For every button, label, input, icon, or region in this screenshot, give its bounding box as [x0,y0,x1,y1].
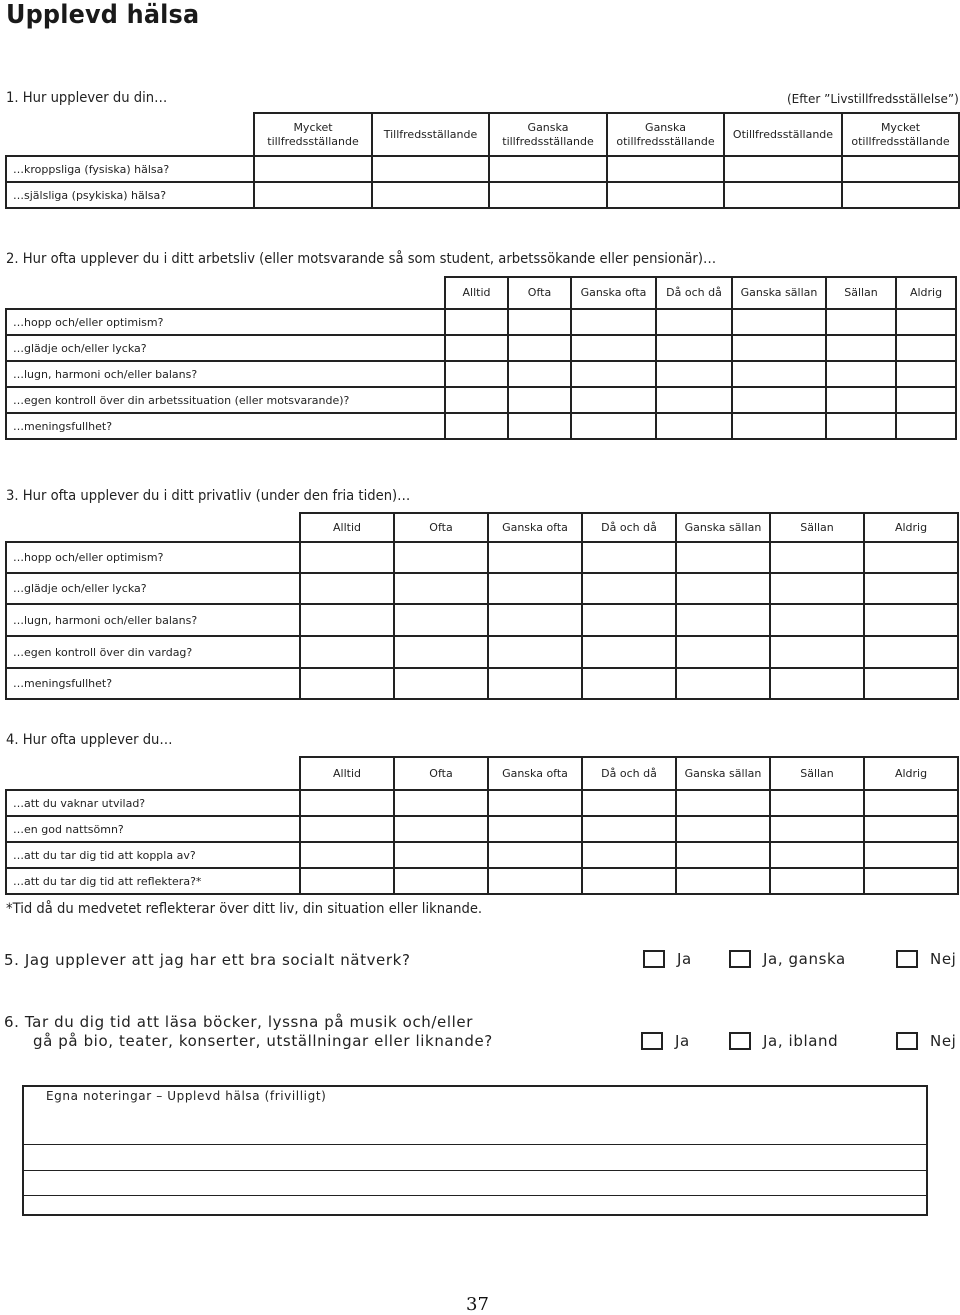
answer-cell[interactable] [300,842,394,868]
answer-cell[interactable] [488,636,582,668]
table-row [6,335,956,361]
q3-table [5,512,959,700]
q1-col-header: Mycket tillfredsställande [254,113,372,156]
answer-cell[interactable] [394,604,488,636]
answer-cell[interactable] [732,335,826,361]
q4-row-label: …en god nattsömn? [6,816,300,842]
answer-cell[interactable] [571,387,656,413]
table-row [6,668,958,699]
answer-cell[interactable] [826,387,896,413]
answer-cell[interactable] [676,868,770,894]
answer-cell[interactable] [656,309,732,335]
q4-table [5,756,959,895]
table-row [6,361,956,387]
q3-row-label: …egen kontroll över din vardag? [6,636,300,668]
q2-col-header: Då och då [656,277,732,309]
q4-question: 4. Hur ofta upplever du… [6,732,173,748]
notes-line [24,1144,926,1145]
q2-col-header: Ofta [508,277,571,309]
option-label: Nej [930,1032,957,1050]
answer-cell[interactable] [896,309,956,335]
answer-cell[interactable] [732,387,826,413]
answer-cell[interactable] [300,542,394,573]
answer-cell[interactable] [842,156,959,182]
table-row [6,790,958,816]
answer-cell[interactable] [488,868,582,894]
answer-cell[interactable] [488,842,582,868]
answer-cell[interactable] [489,156,607,182]
answer-cell[interactable] [445,361,508,387]
q2-col-header: Aldrig [896,277,956,309]
answer-cell[interactable] [770,668,864,699]
answer-cell[interactable] [864,636,958,668]
notes-label: Egna noteringar – Upplevd hälsa (frivilligt) [46,1089,327,1103]
answer-cell[interactable] [864,816,958,842]
q2-col-header: Ganska ofta [571,277,656,309]
answer-cell[interactable] [445,335,508,361]
q3-header-blank [6,513,300,542]
answer-cell[interactable] [770,636,864,668]
answer-cell[interactable] [582,573,676,604]
table-row [6,309,956,335]
q1-col-header: Mycket otillfredsställande [842,113,959,156]
answer-cell[interactable] [770,573,864,604]
answer-cell[interactable] [864,790,958,816]
answer-cell[interactable] [676,668,770,699]
answer-cell[interactable] [582,668,676,699]
q5-option-ja-ganska[interactable] [729,950,846,968]
q4-col-header: Alltid [300,757,394,790]
q6-option-nej[interactable] [896,1032,956,1050]
q1-source-note: (Efter ”Livstillfredsställelse”) [787,92,959,106]
answer-cell[interactable] [445,413,508,439]
q5-option-ja[interactable] [643,950,692,968]
answer-cell[interactable] [394,842,488,868]
table-row [6,816,958,842]
q1-col-header: Ganska otillfredsställande [607,113,724,156]
q1-col-header: Tillfredsställande [372,113,489,156]
answer-cell[interactable] [582,842,676,868]
q3-col-header: Sällan [770,513,864,542]
answer-cell[interactable] [300,573,394,604]
table-row [6,868,958,894]
q1-row-label: …kroppsliga (fysiska) hälsa? [6,156,254,182]
table-row [6,413,956,439]
checkbox-icon[interactable] [896,950,918,968]
answer-cell[interactable] [394,636,488,668]
answer-cell[interactable] [896,361,956,387]
answer-cell[interactable] [826,335,896,361]
answer-cell[interactable] [770,604,864,636]
answer-cell[interactable] [656,387,732,413]
page-number: 37 [466,1294,489,1315]
q2-row-label: …egen kontroll över din arbetssituation (eller motsvarande)? [6,387,445,413]
answer-cell[interactable] [488,542,582,573]
q3-col-header: Ofta [394,513,488,542]
q2-col-header: Alltid [445,277,508,309]
q3-col-header: Aldrig [864,513,958,542]
answer-cell[interactable] [864,868,958,894]
answer-cell[interactable] [394,668,488,699]
answer-cell[interactable] [488,790,582,816]
answer-cell[interactable] [770,542,864,573]
answer-cell[interactable] [489,182,607,208]
q4-col-header: Sällan [770,757,864,790]
answer-cell[interactable] [445,387,508,413]
answer-cell[interactable] [394,573,488,604]
q4-col-header: Ganska sällan [676,757,770,790]
answer-cell[interactable] [607,182,724,208]
answer-cell[interactable] [508,309,571,335]
answer-cell[interactable] [656,335,732,361]
answer-cell[interactable] [571,361,656,387]
answer-cell[interactable] [607,156,724,182]
table-row [6,842,958,868]
q2-row-label: …meningsfullhet? [6,413,445,439]
answer-cell[interactable] [488,668,582,699]
q3-col-header: Ganska sällan [676,513,770,542]
answer-cell[interactable] [254,156,372,182]
q1-header-blank [6,113,254,156]
answer-cell[interactable] [676,604,770,636]
answer-cell[interactable] [394,816,488,842]
answer-cell[interactable] [724,182,842,208]
q2-header-blank [6,277,445,309]
answer-cell[interactable] [508,413,571,439]
option-label: Nej [930,950,957,968]
answer-cell[interactable] [300,816,394,842]
answer-cell[interactable] [582,604,676,636]
answer-cell[interactable] [656,361,732,387]
checkbox-icon[interactable] [729,950,751,968]
q4-footnote: *Tid då du medvetet reflekterar över ditt liv, din situation eller liknande. [6,901,483,917]
table-row [6,182,959,208]
answer-cell[interactable] [770,816,864,842]
answer-cell[interactable] [372,156,489,182]
option-label: Ja, ibland [763,1032,839,1050]
q3-row-label: …lugn, harmoni och/eller balans? [6,604,300,636]
option-label: Ja, ganska [763,950,846,968]
answer-cell[interactable] [571,413,656,439]
checkbox-icon[interactable] [729,1032,751,1050]
answer-cell[interactable] [300,636,394,668]
answer-cell[interactable] [732,413,826,439]
answer-cell[interactable] [676,636,770,668]
q4-row-label: …att du tar dig tid att koppla av? [6,842,300,868]
q3-col-header: Alltid [300,513,394,542]
answer-cell[interactable] [864,842,958,868]
answer-cell[interactable] [676,816,770,842]
table-row [6,542,958,573]
page-title: Upplevd hälsa [6,0,200,30]
q4-header-blank [6,757,300,790]
q6-question-line2: gå på bio, teater, konserter, utställningar eller liknande? [33,1032,493,1050]
answer-cell[interactable] [488,604,582,636]
q1-row-label: …själsliga (psykiska) hälsa? [6,182,254,208]
answer-cell[interactable] [394,868,488,894]
answer-cell[interactable] [676,542,770,573]
answer-cell[interactable] [508,387,571,413]
q4-col-header: Ofta [394,757,488,790]
answer-cell[interactable] [508,335,571,361]
answer-cell[interactable] [582,868,676,894]
q1-table [5,112,960,209]
answer-cell[interactable] [864,573,958,604]
answer-cell[interactable] [826,361,896,387]
answer-cell[interactable] [864,668,958,699]
q2-row-label: …glädje och/eller lycka? [6,335,445,361]
answer-cell[interactable] [864,542,958,573]
q1-col-header: Otillfredsställande [724,113,842,156]
answer-cell[interactable] [571,309,656,335]
answer-cell[interactable] [394,790,488,816]
q4-row-label: …att du vaknar utvilad? [6,790,300,816]
answer-cell[interactable] [372,182,489,208]
answer-cell[interactable] [300,790,394,816]
table-row [6,156,959,182]
answer-cell[interactable] [508,361,571,387]
notes-box[interactable] [22,1085,928,1216]
q2-row-label: …lugn, harmoni och/eller balans? [6,361,445,387]
q4-row-label: …att du tar dig tid att reflektera?* [6,868,300,894]
answer-cell[interactable] [896,335,956,361]
answer-cell[interactable] [732,309,826,335]
table-row [6,604,958,636]
q2-table [5,276,957,440]
q3-col-header: Ganska ofta [488,513,582,542]
answer-cell[interactable] [300,668,394,699]
answer-cell[interactable] [770,868,864,894]
checkbox-icon[interactable] [896,1032,918,1050]
notes-line [24,1170,926,1171]
q2-col-header: Ganska sällan [732,277,826,309]
answer-cell[interactable] [676,790,770,816]
q6-question-line1: 6. Tar du dig tid att läsa böcker, lyssna på musik och/eller [4,1013,474,1031]
q5-question: 5. Jag upplever att jag har ett bra socialt nätverk? [4,951,411,969]
answer-cell[interactable] [826,309,896,335]
q3-row-label: …meningsfullhet? [6,668,300,699]
answer-cell[interactable] [732,361,826,387]
option-label: Ja [675,1032,690,1050]
q1-col-header: Ganska tillfredsställande [489,113,607,156]
answer-cell[interactable] [826,413,896,439]
answer-cell[interactable] [394,542,488,573]
q3-row-label: …hopp och/eller optimism? [6,542,300,573]
answer-cell[interactable] [676,842,770,868]
answer-cell[interactable] [724,156,842,182]
q2-row-label: …hopp och/eller optimism? [6,309,445,335]
table-row [6,573,958,604]
q3-row-label: …glädje och/eller lycka? [6,573,300,604]
answer-cell[interactable] [842,182,959,208]
answer-cell[interactable] [656,413,732,439]
answer-cell[interactable] [770,842,864,868]
answer-cell[interactable] [676,573,770,604]
answer-cell[interactable] [488,573,582,604]
q3-col-header: Då och då [582,513,676,542]
q1-question: 1. Hur upplever du din… [6,90,168,106]
answer-cell[interactable] [896,387,956,413]
answer-cell[interactable] [896,413,956,439]
q2-col-header: Sällan [826,277,896,309]
q2-question: 2. Hur ofta upplever du i ditt arbetsliv (eller motsvarande så som student, arbetssökande eller pensionär)… [6,251,717,267]
answer-cell[interactable] [488,816,582,842]
answer-cell[interactable] [864,604,958,636]
table-row [6,387,956,413]
answer-cell[interactable] [582,542,676,573]
answer-cell[interactable] [300,604,394,636]
answer-cell[interactable] [254,182,372,208]
q6-option-ja-ibland[interactable] [729,1032,838,1050]
answer-cell[interactable] [582,636,676,668]
q5-option-nej[interactable] [896,950,956,968]
answer-cell[interactable] [445,309,508,335]
q4-col-header: Aldrig [864,757,958,790]
q4-col-header: Ganska ofta [488,757,582,790]
q6-option-ja[interactable] [641,1032,690,1050]
q3-question: 3. Hur ofta upplever du i ditt privatliv (under den fria tiden)… [6,488,411,504]
option-label: Ja [677,950,692,968]
q4-col-header: Då och då [582,757,676,790]
checkbox-icon[interactable] [643,950,665,968]
checkbox-icon[interactable] [641,1032,663,1050]
answer-cell[interactable] [770,790,864,816]
answer-cell[interactable] [582,816,676,842]
answer-cell[interactable] [582,790,676,816]
table-row [6,636,958,668]
answer-cell[interactable] [571,335,656,361]
notes-line [24,1195,926,1196]
answer-cell[interactable] [300,868,394,894]
